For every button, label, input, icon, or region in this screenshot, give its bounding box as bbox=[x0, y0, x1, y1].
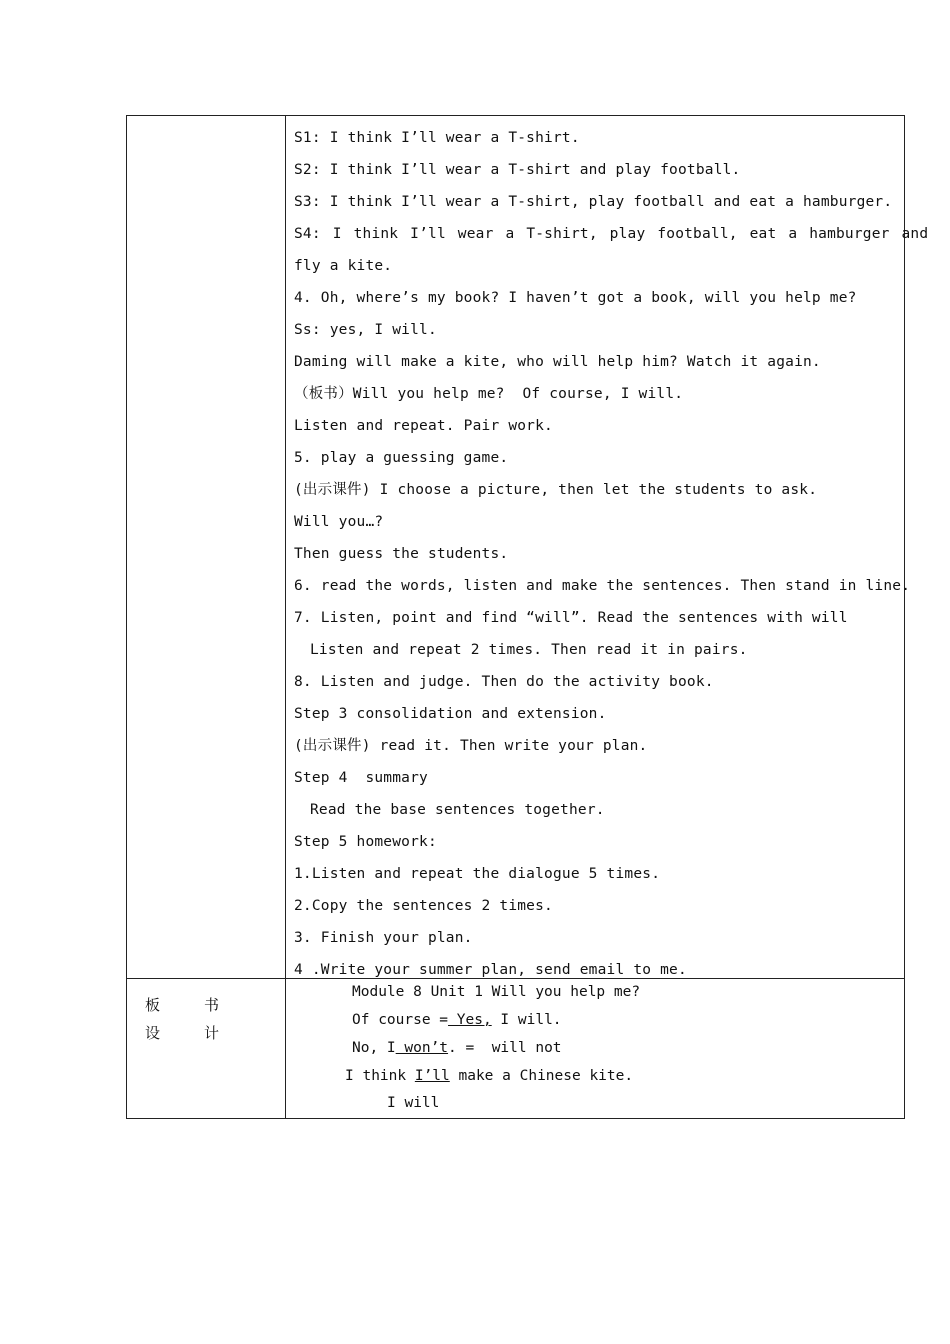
board-underlined: won’t bbox=[395, 1040, 449, 1056]
board-text: I think bbox=[345, 1068, 415, 1084]
board-line bbox=[352, 1038, 562, 1058]
board-text: No, I bbox=[352, 1040, 396, 1056]
board-text: Of course = bbox=[352, 1012, 449, 1028]
procedure-line: S3: I think I’ll wear a T-shirt, play football and eat a hamburger. bbox=[294, 194, 893, 210]
label-char: 板 bbox=[145, 996, 161, 1014]
procedure-line: 4. Oh, where’s my book? I haven’t got a book, will you help me? bbox=[294, 290, 857, 306]
lesson-table bbox=[126, 115, 929, 1119]
board-title: Module 8 Unit 1 Will you help me? bbox=[352, 984, 641, 1000]
column-divider bbox=[285, 116, 286, 1118]
procedure-line: S4: I think I’ll wear a T-shirt, play football, eat a hamburger and bbox=[294, 226, 929, 242]
label-char: 设 bbox=[145, 1024, 161, 1042]
procedure-line: S2: I think I’ll wear a T-shirt and play football. bbox=[294, 162, 741, 178]
procedure-line: S1: I think I’ll wear a T-shirt. bbox=[294, 130, 580, 146]
board-design-label bbox=[145, 1022, 219, 1043]
board-line bbox=[345, 1066, 633, 1086]
board-line: I will bbox=[387, 1095, 440, 1111]
procedure-line: Read the base sentences together. bbox=[310, 802, 605, 818]
procedure-line: （板书）Will you help me? Of course, I will. bbox=[294, 386, 684, 402]
procedure-line: (出示课件) I choose a picture, then let the students to ask. bbox=[294, 482, 818, 498]
board-underlined: Yes, bbox=[448, 1012, 492, 1028]
procedure-line: 5. play a guessing game. bbox=[294, 450, 509, 466]
procedure-line: Will you…? bbox=[294, 514, 384, 530]
procedure-line: 4 .Write your summer plan, send email to me. bbox=[294, 962, 687, 978]
procedure-line: (出示课件) read it. Then write your plan. bbox=[294, 738, 648, 754]
procedure-line: Step 5 homework: bbox=[294, 834, 437, 850]
label-char: 书 bbox=[204, 996, 220, 1014]
procedure-cell bbox=[294, 122, 929, 986]
board-text: . = will not bbox=[448, 1040, 562, 1056]
procedure-line: 1.Listen and repeat the dialogue 5 times. bbox=[294, 866, 661, 882]
board-underlined: I’ll bbox=[414, 1068, 450, 1084]
procedure-line: Then guess the students. bbox=[294, 546, 509, 562]
label-char: 计 bbox=[204, 1024, 220, 1042]
procedure-line: 8. Listen and judge. Then do the activity book. bbox=[294, 674, 714, 690]
procedure-line: Listen and repeat 2 times. Then read it in pairs. bbox=[310, 642, 748, 658]
procedure-line: 2.Copy the sentences 2 times. bbox=[294, 898, 553, 914]
procedure-line: 7. Listen, point and find “will”. Read the sentences with will bbox=[294, 610, 848, 626]
procedure-line: fly a kite. bbox=[294, 258, 393, 274]
procedure-line: Step 4 summary bbox=[294, 770, 428, 786]
board-text: I will. bbox=[491, 1012, 562, 1028]
procedure-line: 6. read the words, listen and make the sentences. Then stand in line. bbox=[294, 578, 911, 594]
procedure-line: Ss: yes, I will. bbox=[294, 322, 437, 338]
procedure-line: Daming will make a kite, who will help him? Watch it again. bbox=[294, 354, 821, 370]
procedure-line: 3. Finish your plan. bbox=[294, 930, 473, 946]
board-design-label bbox=[145, 994, 219, 1015]
board-line bbox=[352, 1010, 562, 1030]
procedure-line: Listen and repeat. Pair work. bbox=[294, 418, 553, 434]
procedure-line: Step 3 consolidation and extension. bbox=[294, 706, 607, 722]
board-text: make a Chinese kite. bbox=[449, 1068, 634, 1084]
